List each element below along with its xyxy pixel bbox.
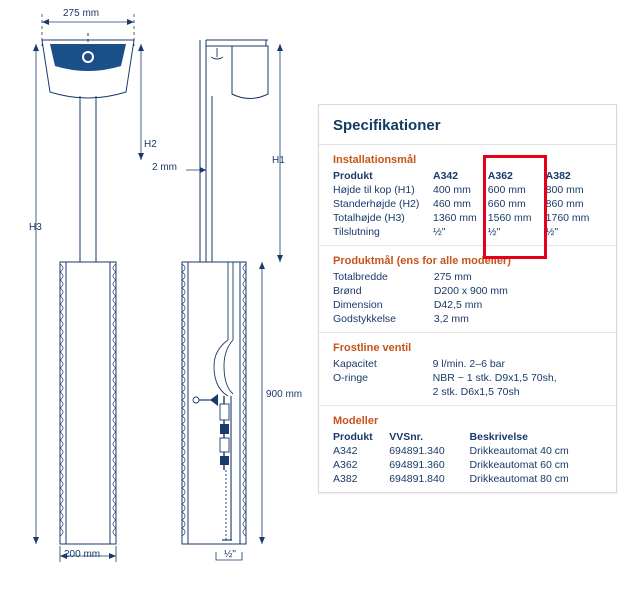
cell-a342: ½" xyxy=(433,226,446,238)
table-header-row xyxy=(333,169,602,183)
cell-a362: 600 mm xyxy=(487,184,526,196)
row-label: Totalhøjde (H3) xyxy=(333,212,405,224)
cell-vvs: 694891.360 xyxy=(389,459,445,471)
row-label: Dimension xyxy=(333,299,383,311)
table-row xyxy=(333,284,602,298)
table-row xyxy=(333,183,602,197)
specifications-panel xyxy=(318,104,617,493)
row-label xyxy=(333,385,433,399)
basin-front xyxy=(42,33,134,98)
row-value: 2 stk. D6x1,5 70sh xyxy=(432,386,520,398)
row-label: Totalbredde xyxy=(333,271,388,283)
cell-vvs: 694891.840 xyxy=(389,473,445,485)
cell-desc: Drikkeautomat 80 cm xyxy=(469,473,569,485)
spec-panel-title: Specifikationer xyxy=(319,105,616,145)
section-heading-installation: Installationsmål xyxy=(333,154,417,166)
table-row xyxy=(333,312,602,326)
section-heading-product: Produktmål (ens for alle modeller) xyxy=(333,255,511,267)
row-label: O-ringe xyxy=(333,372,369,384)
cell-a362: 660 mm xyxy=(487,198,526,210)
row-value: D200 x 900 mm xyxy=(433,285,508,297)
table-row xyxy=(333,298,602,312)
table-row xyxy=(333,197,602,211)
dim-2mm xyxy=(186,167,206,173)
row-label: Standerhøjde (H2) xyxy=(333,198,420,210)
row-label: Brønd xyxy=(333,285,362,297)
cell-a342: 1360 mm xyxy=(433,212,477,224)
column-front xyxy=(80,96,96,262)
cell-a382: 800 mm xyxy=(545,184,584,196)
col-a382: A382 xyxy=(545,170,571,182)
col-beskrivelse: Beskrivelse xyxy=(469,431,528,443)
col-a342: A342 xyxy=(433,170,459,182)
col-produkt: Produkt xyxy=(333,170,373,182)
drawing-svg xyxy=(0,0,315,600)
cell-a342: 400 mm xyxy=(433,184,471,196)
cell-product: A342 xyxy=(333,445,358,457)
row-value: D42,5 mm xyxy=(433,299,483,311)
dim-label-h1: H1 xyxy=(272,155,285,166)
row-value: 3,2 mm xyxy=(433,313,469,325)
table-row xyxy=(333,444,602,458)
models-table xyxy=(333,430,602,486)
col-produkt: Produkt xyxy=(333,431,373,443)
table-row xyxy=(333,371,602,385)
table-header-row xyxy=(333,430,602,444)
table-row xyxy=(333,225,602,239)
section-heading-models: Modeller xyxy=(333,415,379,427)
cell-product: A382 xyxy=(333,473,358,485)
section-heading-frostline: Frostline ventil xyxy=(333,342,412,354)
row-label: Tilslutning xyxy=(333,226,380,238)
table-row xyxy=(333,458,602,472)
dim-label-2mm: 2 mm xyxy=(152,162,177,173)
technical-drawing xyxy=(0,0,315,600)
cell-a362: ½" xyxy=(487,226,501,238)
table-row xyxy=(333,472,602,486)
cell-a362: 1560 mm xyxy=(487,212,532,224)
row-value: NBR ~ 1 stk. D9x1,5 70sh, xyxy=(432,372,557,384)
row-value: 275 mm xyxy=(433,271,472,283)
dim-label-200: 200 mm xyxy=(64,549,101,560)
row-label: Godstykkelse xyxy=(333,313,397,325)
section-frostline xyxy=(319,333,616,406)
table-row xyxy=(333,270,602,284)
dim-h3 xyxy=(33,44,39,544)
cell-a342: 460 mm xyxy=(433,198,471,210)
dim-label-h2: H2 xyxy=(144,139,157,150)
section-models xyxy=(319,406,616,492)
dim-label-900: 900 mm xyxy=(266,389,303,400)
cell-a382: ½" xyxy=(545,226,559,238)
col-a362: A362 xyxy=(487,170,513,182)
table-row xyxy=(333,357,602,371)
table-row xyxy=(333,211,602,225)
cell-product: A362 xyxy=(333,459,358,471)
cell-desc: Drikkeautomat 40 cm xyxy=(469,445,569,457)
cell-vvs: 694891.340 xyxy=(389,445,445,457)
col-vvsnr: VVSnr. xyxy=(389,431,424,443)
product-table xyxy=(333,270,602,326)
cell-desc: Drikkeautomat 60 cm xyxy=(469,459,569,471)
section-installation xyxy=(319,145,616,246)
table-row xyxy=(333,385,602,399)
installation-table xyxy=(333,169,602,239)
dim-h1 xyxy=(277,44,283,262)
dim-label-h3: H3 xyxy=(29,222,42,233)
row-label: Højde til kop (H1) xyxy=(333,184,415,196)
dim-label-width-top: 275 mm xyxy=(63,8,100,19)
row-label: Kapacitet xyxy=(333,358,377,370)
row-value: 9 l/min. 2–6 bar xyxy=(432,358,505,370)
well-front xyxy=(60,262,116,544)
frostline-table xyxy=(333,357,602,399)
section-product xyxy=(319,246,616,333)
dim-label-connection: ½" xyxy=(224,549,236,560)
cell-a382: 1760 mm xyxy=(545,212,590,224)
dim-900 xyxy=(259,262,265,544)
cell-a382: 860 mm xyxy=(545,198,584,210)
basin-section xyxy=(206,40,268,262)
